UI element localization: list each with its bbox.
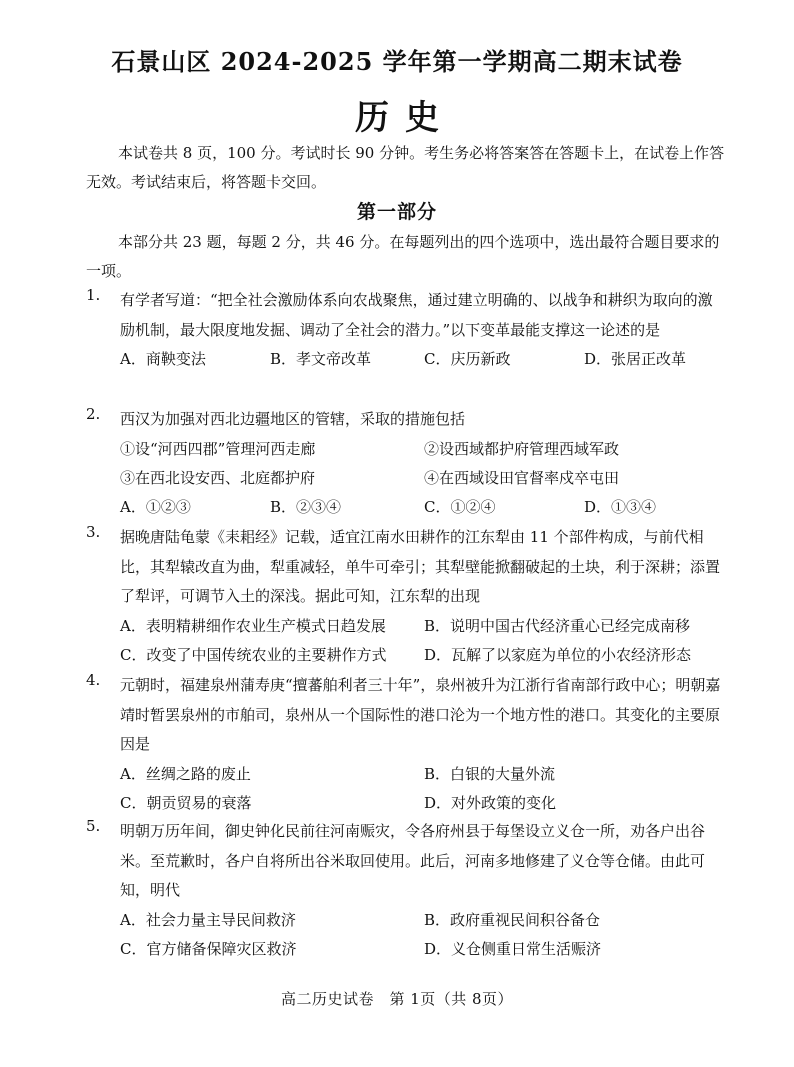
- option-c: C．官方储备保障灾区救济: [120, 939, 297, 958]
- question-stem: 元朝时，福建泉州蒲寿庚“擅蕃舶利者三十年”，泉州被升为江浙行省南部行政中心；明朝嘉靖时暂罢泉州的市舶司，泉州从一个国际性的港口沦为一个地方性的港口。其变化的主要原因是: [120, 676, 721, 753]
- exam-instructions: 本试卷共 8 页，100 分。考试时长 90 分钟。考生务必将答案答在答题卡上，在试卷上作答无效。考试结束后，将答题卡交回。: [86, 144, 725, 191]
- question-stem: 明朝万历年间，御史钟化民前往河南赈灾，令各府州县于每堡设立义仓一所，劝各户出谷米。至荒歉时，各户自将所出谷米取回使用。此后，河南多地修建了义仓等仓储。由此可知，明代: [120, 822, 706, 899]
- option-a: A．①②③: [120, 497, 191, 516]
- option-b: B．②③④: [270, 497, 342, 516]
- options: [120, 906, 726, 964]
- question-stem: 据晚唐陆龟蒙《耒耜经》记载，适宜江南水田耕作的江东犁由 11 个部件构成，与前代相比，其犁辕改直为曲，犁重减轻，单牛可牵引；其犁壁能掀翻破起的土块，利于深耕；添置了犁评，可调节入土的深浅。据此可知，江东犁的出现: [120, 528, 721, 605]
- option-d: D．张居正改革: [584, 350, 687, 368]
- question-2: [86, 405, 726, 522]
- option-b: B．白银的大量外流: [424, 764, 556, 783]
- question-number: 1.: [86, 286, 101, 304]
- option-a: A．表明精耕细作农业生产模式日趋发展: [120, 616, 386, 635]
- options: [120, 612, 726, 670]
- exam-title: 石景山区 2024-2025 学年第一学期高二期末试卷: [111, 47, 683, 76]
- page-footer: 高二历史试卷 第 1页（共 8页）: [280, 990, 514, 1008]
- question-number: 4.: [86, 671, 101, 689]
- option-c: C．庆历新政: [424, 350, 511, 368]
- option-d: D．对外政策的变化: [424, 793, 557, 812]
- statement-1: ①设“河西四郡”管理河西走廊: [120, 439, 316, 458]
- question-number: 3.: [86, 523, 101, 541]
- subject-title: 历史: [355, 98, 455, 138]
- option-a: A．社会力量主导民间救济: [120, 910, 296, 929]
- question-stem: 有学者写道：“把全社会激励体系向农战聚焦，通过建立明确的、以战争和耕织为取向的激励机制，最大限度地发掘、调动了全社会的潜力。”以下变革最能支撑这一论述的是: [120, 291, 713, 339]
- statement-4: ④在西域设田官督率戍卒屯田: [424, 468, 620, 487]
- question-stem: 西汉为加强对西北边疆地区的管辖，采取的措施包括: [120, 410, 466, 428]
- question-4: [86, 671, 726, 818]
- option-c: C．改变了中国传统农业的主要耕作方式: [120, 645, 387, 664]
- statement-3: ③在西北设安西、北庭都护府: [120, 468, 316, 487]
- part-title: 第一部分: [356, 201, 437, 223]
- option-b: B．孝文帝改革: [270, 350, 372, 368]
- options: [120, 760, 726, 818]
- option-a: A．丝绸之路的废止: [120, 764, 251, 783]
- option-b: B．政府重视民间积谷备仓: [424, 910, 601, 929]
- options: [120, 345, 726, 374]
- option-d: D．①③④: [584, 497, 657, 516]
- statement-2: ②设西域都护府管理西域军政: [424, 439, 620, 458]
- option-a: A．商鞅变法: [120, 350, 206, 368]
- option-c: C．朝贡贸易的衰落: [120, 793, 252, 812]
- option-b: B．说明中国古代经济重心已经完成南移: [424, 616, 691, 635]
- question-number: 5.: [86, 817, 101, 835]
- part-instructions: 本部分共 23 题，每题 2 分，共 46 分。在每题列出的四个选项中，选出最符合题目要求的一项。: [86, 233, 720, 280]
- statements: [120, 435, 726, 522]
- option-d: D．义仓侧重日常生活赈济: [424, 939, 602, 958]
- option-d: D．瓦解了以家庭为单位的小农经济形态: [424, 645, 692, 664]
- question-1: [86, 286, 726, 374]
- question-number: 2.: [86, 405, 101, 423]
- question-5: [86, 817, 726, 964]
- question-3: [86, 523, 726, 670]
- option-c: C．①②④: [424, 497, 496, 516]
